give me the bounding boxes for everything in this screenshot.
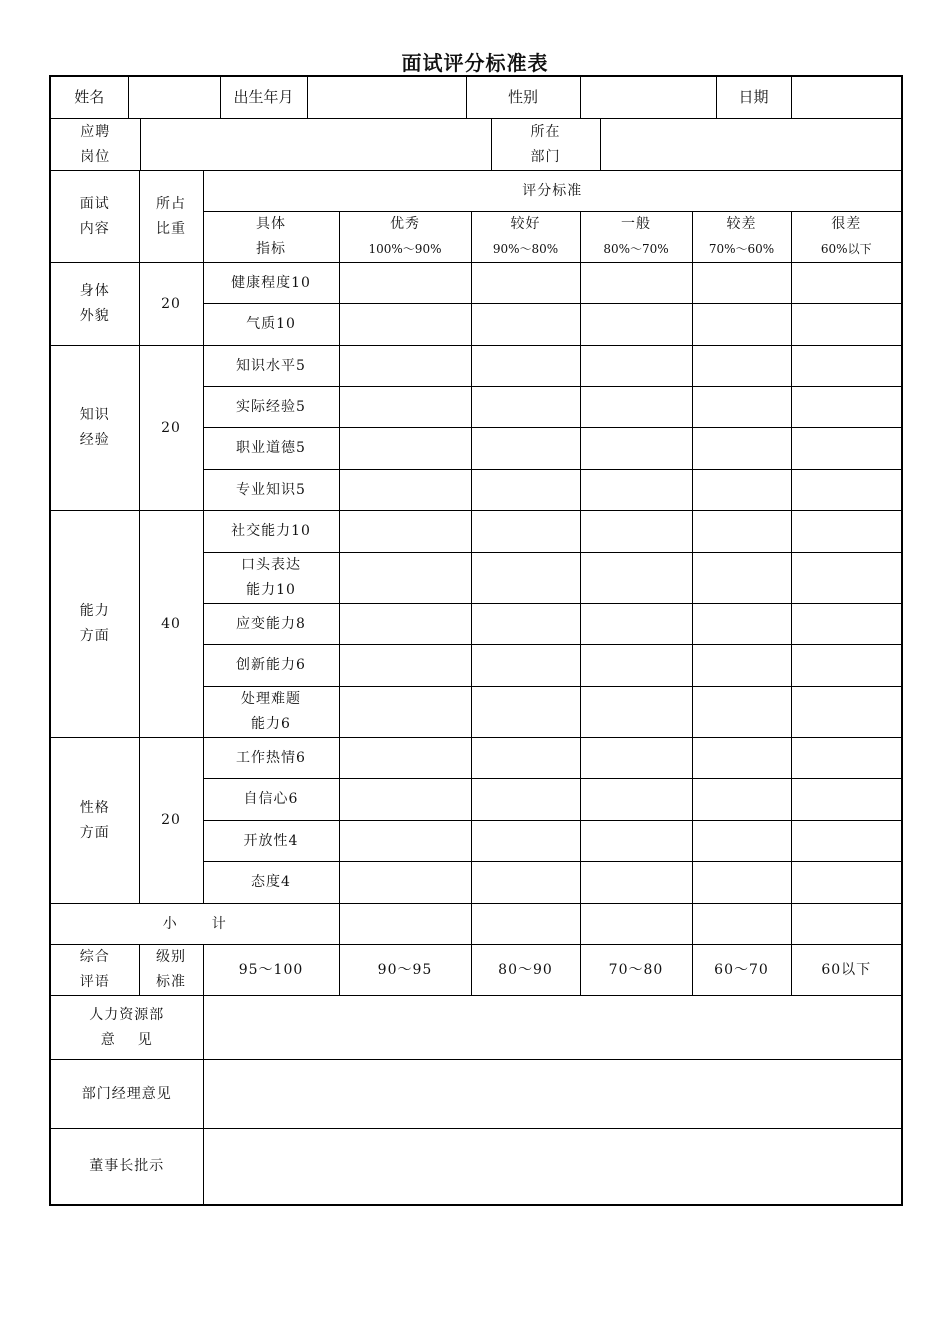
score-cell[interactable]	[339, 687, 471, 738]
grade-excellent	[339, 212, 471, 263]
table-row	[50, 738, 902, 779]
grade-range: 60%以下	[820, 242, 872, 256]
indicator-line2: 能力6	[251, 716, 291, 732]
score-cell[interactable]	[692, 387, 791, 428]
indicator-cell: 气质10	[203, 304, 339, 346]
table-row	[50, 511, 902, 553]
hr-opinion-char2: 见	[137, 1031, 153, 1048]
score-cell[interactable]	[791, 553, 902, 604]
score-cell[interactable]	[580, 470, 692, 511]
indicator-cell: 社交能力10	[203, 511, 339, 553]
score-cell[interactable]	[580, 779, 692, 821]
score-cell[interactable]	[580, 862, 692, 904]
subtotal-cell[interactable]	[471, 904, 580, 945]
subtotal-cell[interactable]	[692, 904, 791, 945]
score-cell[interactable]	[339, 645, 471, 687]
score-cell[interactable]	[580, 346, 692, 387]
section-name-line2: 外貌	[79, 308, 110, 324]
score-cell[interactable]	[791, 604, 902, 645]
section-weight: 20	[139, 738, 203, 904]
dept-label-line2: 部门	[530, 148, 561, 165]
score-cell[interactable]	[791, 687, 902, 738]
date-field[interactable]	[791, 77, 901, 118]
score-cell[interactable]	[339, 511, 471, 553]
range-cell: 70～80	[580, 945, 692, 996]
score-cell[interactable]	[471, 511, 580, 553]
birth-label: 出生年月	[220, 77, 307, 118]
indicator-cell: 工作热情6	[203, 738, 339, 779]
score-cell[interactable]	[580, 687, 692, 738]
chairman-label: 董事长批示	[50, 1129, 203, 1205]
score-cell[interactable]	[791, 821, 902, 862]
hr-opinion-label	[50, 996, 203, 1060]
indicator-line1: 口头表达	[241, 557, 301, 573]
indicator-header-line2: 指标	[256, 241, 286, 257]
summary-label-line2: 评语	[79, 974, 110, 990]
score-cell[interactable]	[580, 821, 692, 862]
indicator-header	[203, 212, 339, 263]
section-weight: 20	[139, 346, 203, 511]
summary-row	[50, 945, 902, 996]
score-cell[interactable]	[692, 553, 791, 604]
score-cell[interactable]	[580, 553, 692, 604]
score-cell[interactable]	[580, 738, 692, 779]
indicator-cell: 创新能力6	[203, 645, 339, 687]
score-cell[interactable]	[692, 346, 791, 387]
score-cell[interactable]	[791, 346, 902, 387]
score-cell[interactable]	[791, 738, 902, 779]
indicator-line1: 处理难题	[241, 691, 301, 707]
post-label-line2: 岗位	[80, 148, 111, 165]
name-label: 姓名	[51, 77, 128, 118]
indicator-cell: 态度4	[203, 862, 339, 904]
score-cell[interactable]	[471, 304, 580, 346]
subtotal-row	[50, 904, 902, 945]
indicator-cell: 知识水平5	[203, 346, 339, 387]
score-cell[interactable]	[471, 779, 580, 821]
date-label: 日期	[716, 77, 791, 118]
hr-opinion-label-line2	[51, 1028, 203, 1053]
interview-form-table	[49, 75, 903, 1206]
score-cell[interactable]	[791, 511, 902, 553]
score-cell[interactable]	[692, 862, 791, 904]
score-cell[interactable]	[339, 604, 471, 645]
hr-opinion-row	[50, 996, 902, 1060]
dept-label-line1: 所在	[530, 123, 561, 140]
score-cell[interactable]	[339, 387, 471, 428]
section-weight: 40	[139, 511, 203, 738]
indicator-cell: 专业知识5	[203, 470, 339, 511]
score-cell[interactable]	[580, 511, 692, 553]
manager-opinion-label: 部门经理意见	[50, 1060, 203, 1129]
manager-opinion-field[interactable]	[203, 1060, 902, 1129]
section-name-line1: 性格	[79, 799, 110, 816]
range-cell: 90～95	[339, 945, 471, 996]
dept-label	[491, 119, 600, 170]
section-name	[50, 263, 139, 346]
score-cell[interactable]	[471, 553, 580, 604]
score-cell[interactable]	[339, 821, 471, 862]
gender-field[interactable]	[580, 77, 716, 118]
grade-label: 较好	[510, 216, 541, 232]
score-cell[interactable]	[580, 304, 692, 346]
chairman-row	[50, 1129, 902, 1205]
indicator-cell	[203, 687, 339, 738]
score-cell[interactable]	[692, 511, 791, 553]
indicator-cell: 应变能力8	[203, 604, 339, 645]
criteria-header-row	[50, 171, 902, 212]
grade-very-poor	[791, 212, 902, 263]
score-cell[interactable]	[692, 687, 791, 738]
post-label	[51, 119, 140, 170]
grade-range: 100%～90%	[368, 242, 442, 256]
score-cell[interactable]	[692, 263, 791, 304]
post-label-line1: 应聘	[80, 123, 111, 140]
section-weight: 20	[139, 263, 203, 346]
score-cell[interactable]	[692, 738, 791, 779]
dept-field[interactable]	[600, 119, 901, 170]
score-cell[interactable]	[580, 428, 692, 470]
grade-range: 70%～60%	[708, 242, 775, 256]
indicator-header-line1: 具体	[256, 216, 286, 232]
score-cell[interactable]	[580, 645, 692, 687]
weight-header	[139, 171, 203, 263]
score-cell[interactable]	[580, 604, 692, 645]
content-header-line2: 内容	[79, 220, 110, 237]
grade-good	[471, 212, 580, 263]
indicator-cell: 职业道德5	[203, 428, 339, 470]
level-label-line1: 级别	[156, 949, 186, 965]
score-cell[interactable]	[339, 862, 471, 904]
score-cell[interactable]	[471, 821, 580, 862]
score-cell[interactable]	[791, 304, 902, 346]
score-cell[interactable]	[339, 553, 471, 604]
score-cell[interactable]	[471, 604, 580, 645]
gender-label: 性别	[466, 77, 580, 118]
subtotal-label	[50, 904, 339, 945]
section-name-line2: 方面	[79, 824, 110, 841]
subtotal-cell[interactable]	[791, 904, 902, 945]
table-row	[50, 263, 902, 304]
basic-info-row	[50, 76, 902, 119]
indicator-cell: 自信心6	[203, 779, 339, 821]
score-cell[interactable]	[339, 304, 471, 346]
section-name	[50, 511, 139, 738]
criteria-header: 评分标准	[203, 171, 902, 212]
score-cell[interactable]	[339, 428, 471, 470]
hr-opinion-field[interactable]	[203, 996, 902, 1060]
birth-field[interactable]	[307, 77, 466, 118]
grade-range: 80%～70%	[603, 242, 669, 256]
manager-opinion-row	[50, 1060, 902, 1129]
score-cell[interactable]	[471, 263, 580, 304]
score-cell[interactable]	[580, 263, 692, 304]
section-name-line1: 知识	[79, 407, 110, 423]
section-name-line1: 能力	[79, 603, 110, 619]
score-cell[interactable]	[692, 645, 791, 687]
range-cell: 80～90	[471, 945, 580, 996]
grade-label: 一般	[621, 216, 651, 232]
range-cell: 95～100	[203, 945, 339, 996]
grade-average	[580, 212, 692, 263]
summary-label-line1: 综合	[79, 949, 110, 965]
name-field[interactable]	[128, 77, 220, 118]
score-cell[interactable]	[692, 779, 791, 821]
page-title: 面试评分标准表	[401, 51, 549, 75]
score-cell[interactable]	[339, 779, 471, 821]
indicator-line2: 能力10	[246, 582, 296, 598]
score-cell[interactable]	[580, 387, 692, 428]
section-name	[50, 346, 139, 511]
grade-range: 90%～80%	[492, 242, 559, 256]
score-cell[interactable]	[339, 470, 471, 511]
score-cell[interactable]	[692, 821, 791, 862]
score-cell[interactable]	[692, 304, 791, 346]
subtotal-cell[interactable]	[580, 904, 692, 945]
section-name-line1: 身体	[79, 283, 110, 299]
score-cell[interactable]	[471, 387, 580, 428]
indicator-cell: 健康程度10	[203, 263, 339, 304]
post-row	[50, 119, 902, 171]
score-cell[interactable]	[791, 779, 902, 821]
subtotal-cell[interactable]	[339, 904, 471, 945]
level-label	[139, 945, 203, 996]
subtotal-label-part2: 计	[211, 915, 227, 932]
score-cell[interactable]	[471, 470, 580, 511]
post-field[interactable]	[140, 119, 491, 170]
score-cell[interactable]	[791, 263, 902, 304]
score-cell[interactable]	[339, 263, 471, 304]
level-label-line2: 标准	[156, 974, 186, 990]
weight-header-line1: 所占	[156, 195, 186, 212]
score-cell[interactable]	[791, 862, 902, 904]
score-cell[interactable]	[692, 470, 791, 511]
range-cell: 60～70	[692, 945, 791, 996]
table-row	[50, 346, 902, 387]
weight-header-line2: 比重	[156, 220, 186, 237]
score-cell[interactable]	[339, 738, 471, 779]
score-cell[interactable]	[791, 470, 902, 511]
score-cell[interactable]	[471, 738, 580, 779]
score-cell[interactable]	[692, 428, 791, 470]
indicator-cell: 实际经验5	[203, 387, 339, 428]
indicator-cell: 开放性4	[203, 821, 339, 862]
score-cell[interactable]	[471, 862, 580, 904]
range-cell: 60以下	[791, 945, 902, 996]
summary-label	[50, 945, 139, 996]
score-cell[interactable]	[471, 645, 580, 687]
score-cell[interactable]	[692, 604, 791, 645]
subtotal-label-part1: 小	[162, 915, 178, 932]
score-cell[interactable]	[339, 346, 471, 387]
score-cell[interactable]	[791, 428, 902, 470]
section-name	[50, 738, 139, 904]
grade-label: 很差	[831, 216, 862, 232]
content-header	[50, 171, 139, 263]
section-name-line2: 方面	[79, 628, 110, 644]
grade-label: 优秀	[390, 216, 420, 232]
content-header-line1: 面试	[79, 195, 110, 212]
chairman-field[interactable]	[203, 1129, 902, 1205]
score-cell[interactable]	[471, 428, 580, 470]
indicator-cell	[203, 553, 339, 604]
score-cell[interactable]	[791, 645, 902, 687]
hr-opinion-char1: 意	[100, 1031, 116, 1048]
score-cell[interactable]	[471, 346, 580, 387]
grade-poor	[692, 212, 791, 263]
score-cell[interactable]	[471, 687, 580, 738]
section-name-line2: 经验	[79, 432, 110, 448]
score-cell[interactable]	[791, 387, 902, 428]
hr-opinion-label-line1: 人力资源部	[89, 1006, 165, 1023]
grade-label: 较差	[726, 216, 757, 232]
